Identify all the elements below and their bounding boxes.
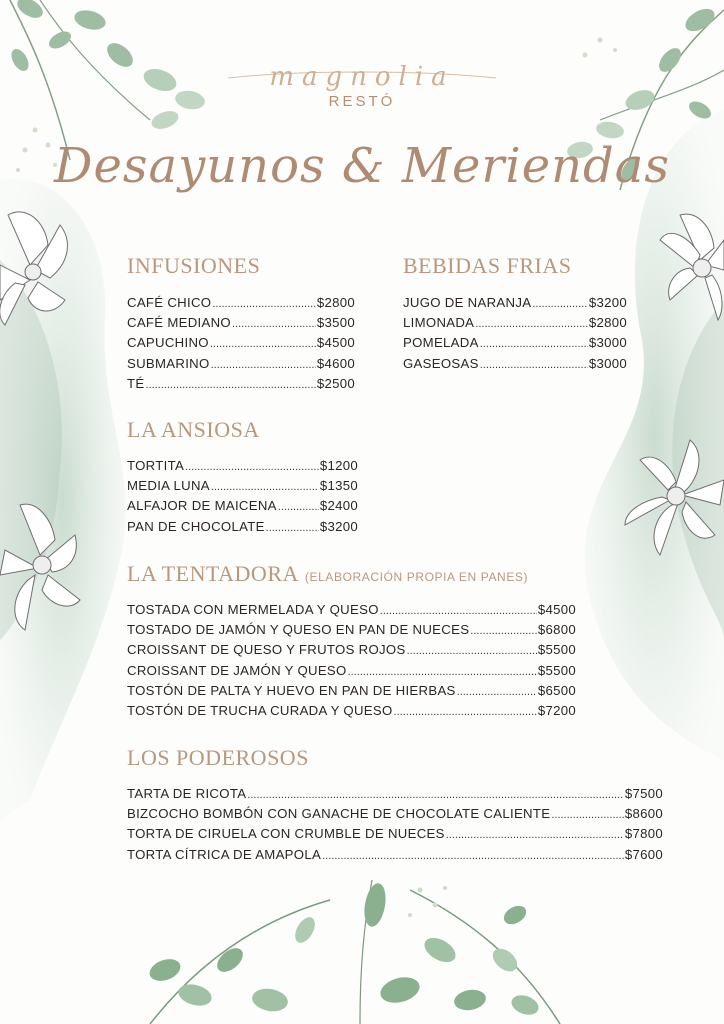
section-title-infusiones: INFUSIONES xyxy=(127,253,261,278)
menu-item-price: $3200 xyxy=(588,295,627,310)
menu-item xyxy=(127,519,358,539)
menu-item xyxy=(127,622,576,642)
page-title: Desayunos & Meriendas xyxy=(53,138,670,194)
menu-item-price: $7800 xyxy=(624,826,663,842)
dot-leader xyxy=(278,501,319,513)
list-la-tentadora xyxy=(127,602,576,723)
menu-item-name: POMELADA xyxy=(403,335,479,351)
menu-item xyxy=(127,683,576,703)
menu-item-name: GASEOSAS xyxy=(403,355,479,371)
dot-leader xyxy=(232,318,316,330)
dot-leader xyxy=(210,338,316,350)
dot-leader xyxy=(211,481,319,493)
menu-item-name: CAPUCHINO xyxy=(127,335,209,351)
dot-leader xyxy=(185,461,319,473)
dot-leader xyxy=(266,522,319,534)
menu-item xyxy=(127,478,358,498)
menu-item xyxy=(127,335,355,355)
menu-item xyxy=(127,602,576,622)
menu-item-name: TOSTADO DE JAMÓN Y QUESO EN PAN DE NUECES xyxy=(127,622,470,638)
section-title-la-ansiosa: LA ANSIOSA xyxy=(127,417,260,442)
leaf-sprig-bottom-icon xyxy=(147,880,560,1024)
menu-item-name: PAN DE CHOCOLATE xyxy=(127,518,265,534)
dot-leader xyxy=(480,338,588,350)
section-title-los-poderosos: LOS PODEROSOS xyxy=(127,745,309,770)
menu-item xyxy=(127,847,663,867)
list-bebidas-frias xyxy=(403,295,627,376)
dot-leader xyxy=(394,706,537,718)
menu-item-price: $2800 xyxy=(588,315,627,331)
menu-item-price: $6500 xyxy=(537,682,576,698)
watercolor-wash-right xyxy=(585,110,724,760)
menu-item-name: TORTA CÍTRICA DE AMAPOLA xyxy=(127,846,322,862)
dot-leader xyxy=(407,645,537,657)
menu-item-price: $1350 xyxy=(319,478,358,494)
dot-leader xyxy=(457,686,537,698)
menu-item-price: $4500 xyxy=(537,602,576,617)
dot-leader xyxy=(145,379,315,391)
menu-item-price: $4500 xyxy=(316,335,355,351)
menu-item-name: CAFÉ CHICO xyxy=(127,295,212,310)
menu-item-name: SUBMARINO xyxy=(127,355,210,371)
dot-leader xyxy=(532,298,587,310)
menu-item-price: $7600 xyxy=(624,846,663,862)
menu-item xyxy=(127,826,663,846)
brand-subtitle: RESTÓ xyxy=(328,93,396,110)
menu-item-price: $3000 xyxy=(588,335,627,351)
dot-leader xyxy=(475,318,588,330)
section-title-text: LA TENTADORA xyxy=(127,561,299,586)
menu-item-price: $2500 xyxy=(316,375,355,391)
menu-item xyxy=(127,663,576,683)
section-title-bebidas-frias: BEBIDAS FRIAS xyxy=(403,253,572,278)
menu-item-name: TOSTADA CON MERMELADA Y QUESO xyxy=(127,602,379,617)
menu-item-price: $6800 xyxy=(537,622,576,638)
menu-item xyxy=(127,806,663,826)
menu-item-price: $5500 xyxy=(537,642,576,658)
menu-item-price: $2800 xyxy=(316,295,355,310)
list-la-ansiosa xyxy=(127,458,358,539)
menu-item-name: LIMONADA xyxy=(403,315,475,331)
menu-item xyxy=(127,642,576,662)
dot-leader xyxy=(348,666,537,678)
menu-item-name: TOSTÓN DE PALTA Y HUEVO EN PAN DE HIERBAS xyxy=(127,682,456,698)
menu-item-price: $3500 xyxy=(316,315,355,331)
menu-item-name: BIZCOCHO BOMBÓN CON GANACHE DE CHOCOLATE CALIENTE xyxy=(127,806,551,822)
menu-item-price: $7200 xyxy=(537,702,576,718)
menu-item xyxy=(127,295,355,315)
dot-leader xyxy=(322,850,624,862)
list-infusiones xyxy=(127,295,355,396)
menu-item xyxy=(403,315,627,335)
menu-item-price: $5500 xyxy=(537,662,576,678)
menu-item xyxy=(127,498,358,518)
menu-item-name: CROISSANT DE JAMÓN Y QUESO xyxy=(127,662,347,678)
menu-item-price: $8600 xyxy=(624,806,663,822)
dot-leader xyxy=(480,359,588,371)
menu-item-name: TOSTÓN DE TRUCHA CURADA Y QUESO xyxy=(127,702,393,718)
list-los-poderosos xyxy=(127,786,663,867)
menu-item-name: MEDIA LUNA xyxy=(127,478,210,494)
menu-item-name: CAFÉ MEDIANO xyxy=(127,315,231,331)
menu-item-name: TORTITA xyxy=(127,458,185,473)
menu-item xyxy=(127,786,663,806)
dot-leader xyxy=(211,359,316,371)
menu-item-price: $3000 xyxy=(588,355,627,371)
section-note: (ELABORACIÓN PROPIA EN PANES) xyxy=(304,570,529,584)
menu-item-name: TORTA DE CIRUELA CON CRUMBLE DE NUECES xyxy=(127,826,445,842)
menu-item-price: $1200 xyxy=(319,458,358,473)
menu-item xyxy=(127,315,355,335)
menu-item xyxy=(127,376,355,396)
menu-item-price: $2400 xyxy=(319,498,358,514)
menu-item xyxy=(127,458,358,478)
menu-item xyxy=(403,335,627,355)
menu-item xyxy=(403,295,627,315)
dot-leader xyxy=(247,789,624,801)
menu-item xyxy=(127,703,576,723)
dot-leader xyxy=(551,809,624,821)
menu-item-name: JUGO DE NARANJA xyxy=(403,295,532,310)
menu-item-name: CROISSANT DE QUESO Y FRUTOS ROJOS xyxy=(127,642,406,658)
dot-leader xyxy=(380,605,537,617)
dot-leader xyxy=(212,298,316,310)
menu-item-name: ALFAJOR DE MAICENA xyxy=(127,498,277,514)
menu-item-name: TÉ xyxy=(127,375,145,391)
dot-leader xyxy=(446,829,624,841)
dot-leader xyxy=(470,625,537,637)
menu-item xyxy=(127,356,355,376)
menu-item-price: $7500 xyxy=(624,786,663,801)
menu-item-name: TARTA DE RICOTA xyxy=(127,786,247,801)
section-title-la-tentadora xyxy=(127,561,528,587)
menu-item-price: $3200 xyxy=(319,518,358,534)
menu-item xyxy=(403,356,627,376)
brand-name: magnolia xyxy=(269,62,455,92)
menu-item-price: $4600 xyxy=(316,355,355,371)
